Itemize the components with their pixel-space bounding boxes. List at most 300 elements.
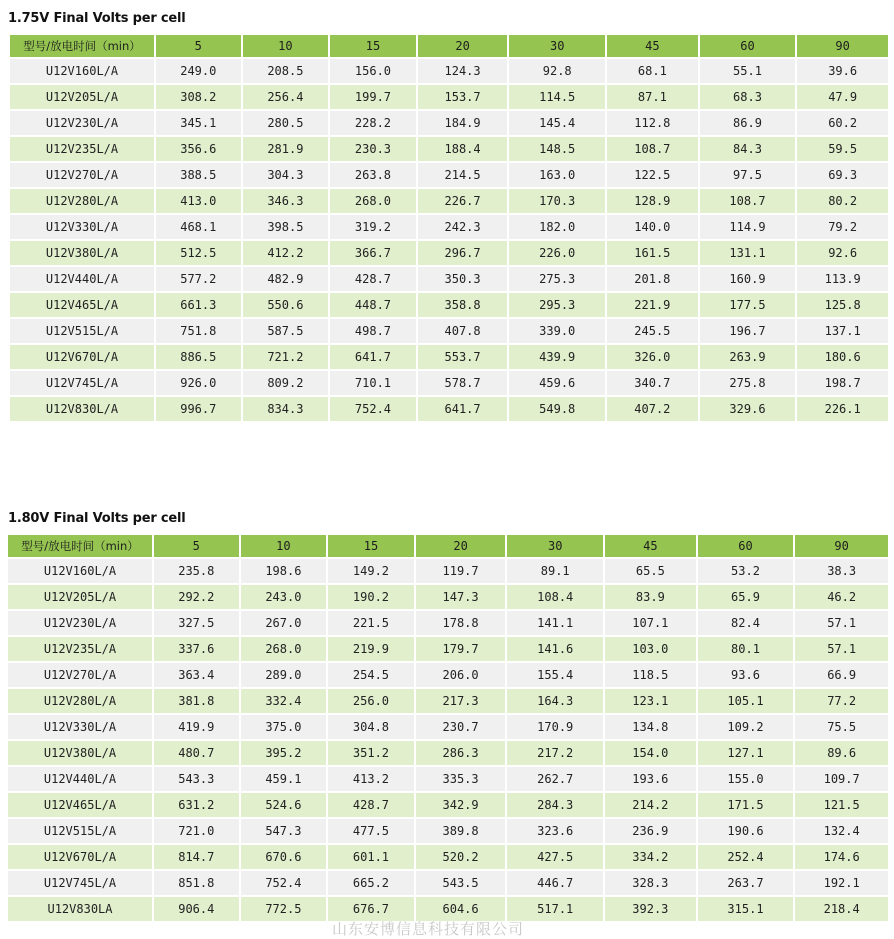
table-row (8, 585, 888, 609)
power-value-cell: 219.9 (328, 637, 414, 661)
model-cell: U12V235L/A (8, 637, 152, 661)
model-cell: U12V830LA (8, 897, 152, 921)
power-value-cell: 375.0 (241, 715, 327, 739)
power-value-cell: 114.5 (509, 85, 605, 109)
table-row (10, 85, 888, 109)
power-value-cell: 80.1 (698, 637, 794, 661)
power-value-cell: 851.8 (154, 871, 239, 895)
power-value-cell: 340.7 (607, 371, 698, 395)
power-value-cell: 286.3 (416, 741, 506, 765)
power-value-cell: 82.4 (698, 611, 794, 635)
power-value-cell: 295.3 (509, 293, 605, 317)
power-value-cell: 53.2 (698, 559, 794, 583)
power-value-cell: 304.3 (243, 163, 329, 187)
power-value-cell: 125.8 (797, 293, 888, 317)
table-row (10, 345, 888, 369)
power-value-cell: 57.1 (795, 637, 888, 661)
power-value-cell: 543.3 (154, 767, 239, 791)
power-value-cell: 199.7 (330, 85, 416, 109)
table-title-1: 1.75V Final Volts per cell (8, 11, 186, 26)
power-value-cell: 123.1 (605, 689, 696, 713)
power-value-cell: 751.8 (156, 319, 241, 343)
table-row (8, 871, 888, 895)
table-row (10, 163, 888, 187)
power-value-cell: 156.0 (330, 59, 416, 83)
power-value-cell: 182.0 (509, 215, 605, 239)
power-value-cell: 79.2 (797, 215, 888, 239)
power-value-cell: 84.3 (700, 137, 796, 161)
power-value-cell: 459.1 (241, 767, 327, 791)
power-value-cell: 38.3 (795, 559, 888, 583)
power-value-cell: 170.3 (509, 189, 605, 213)
power-value-cell: 268.0 (330, 189, 416, 213)
power-value-cell: 289.0 (241, 663, 327, 687)
power-value-cell: 398.5 (243, 215, 329, 239)
power-value-cell: 226.0 (509, 241, 605, 265)
power-value-cell: 407.2 (607, 397, 698, 421)
model-cell: U12V230L/A (10, 111, 154, 135)
power-value-cell: 103.0 (605, 637, 696, 661)
table-row (10, 319, 888, 343)
power-value-cell: 296.7 (418, 241, 508, 265)
power-value-cell: 55.1 (700, 59, 796, 83)
power-value-cell: 113.9 (797, 267, 888, 291)
power-value-cell: 604.6 (416, 897, 506, 921)
power-value-cell: 226.1 (797, 397, 888, 421)
power-value-cell: 661.3 (156, 293, 241, 317)
table-row (8, 715, 888, 739)
table-title-2: 1.80V Final Volts per cell (8, 511, 186, 526)
power-value-cell: 275.8 (700, 371, 796, 395)
power-value-cell: 482.9 (243, 267, 329, 291)
model-cell: U12V745L/A (8, 871, 152, 895)
power-value-cell: 57.1 (795, 611, 888, 635)
header-minutes: 60 (700, 35, 796, 57)
model-cell: U12V330L/A (10, 215, 154, 239)
header-minutes: 45 (605, 535, 696, 557)
power-value-cell: 395.2 (241, 741, 327, 765)
power-value-cell: 155.0 (698, 767, 794, 791)
header-minutes: 90 (797, 35, 888, 57)
power-value-cell: 122.5 (607, 163, 698, 187)
power-value-cell: 198.6 (241, 559, 327, 583)
power-value-cell: 996.7 (156, 397, 241, 421)
power-value-cell: 153.7 (418, 85, 508, 109)
power-value-cell: 77.2 (795, 689, 888, 713)
header-minutes: 15 (330, 35, 416, 57)
power-value-cell: 171.5 (698, 793, 794, 817)
power-value-cell: 174.6 (795, 845, 888, 869)
power-value-cell: 161.5 (607, 241, 698, 265)
power-value-cell: 119.7 (416, 559, 506, 583)
power-value-cell: 388.5 (156, 163, 241, 187)
power-value-cell: 721.2 (243, 345, 329, 369)
model-cell: U12V380L/A (10, 241, 154, 265)
power-value-cell: 366.7 (330, 241, 416, 265)
power-value-cell: 141.1 (507, 611, 603, 635)
power-value-cell: 127.1 (698, 741, 794, 765)
power-value-cell: 65.5 (605, 559, 696, 583)
power-value-cell: 351.2 (328, 741, 414, 765)
power-value-cell: 131.1 (700, 241, 796, 265)
power-value-cell: 752.4 (330, 397, 416, 421)
power-value-cell: 60.2 (797, 111, 888, 135)
power-value-cell: 221.9 (607, 293, 698, 317)
power-value-cell: 118.5 (605, 663, 696, 687)
power-value-cell: 108.7 (607, 137, 698, 161)
power-value-cell: 184.9 (418, 111, 508, 135)
power-value-cell: 427.5 (507, 845, 603, 869)
table-row (8, 819, 888, 843)
power-value-cell: 170.9 (507, 715, 603, 739)
header-minutes: 45 (607, 35, 698, 57)
header-minutes: 5 (154, 535, 239, 557)
power-value-cell: 80.2 (797, 189, 888, 213)
power-value-cell: 137.1 (797, 319, 888, 343)
power-value-cell: 676.7 (328, 897, 414, 921)
power-value-cell: 328.3 (605, 871, 696, 895)
model-cell: U12V380L/A (8, 741, 152, 765)
header-minutes: 30 (509, 35, 605, 57)
power-value-cell: 86.9 (700, 111, 796, 135)
power-value-cell: 524.6 (241, 793, 327, 817)
power-value-cell: 543.5 (416, 871, 506, 895)
table-row (10, 293, 888, 317)
power-value-cell: 439.9 (509, 345, 605, 369)
model-cell: U12V670L/A (8, 845, 152, 869)
power-value-cell: 315.1 (698, 897, 794, 921)
power-value-cell: 304.8 (328, 715, 414, 739)
power-value-cell: 339.0 (509, 319, 605, 343)
power-value-cell: 326.0 (607, 345, 698, 369)
model-cell: U12V515L/A (10, 319, 154, 343)
table-row (8, 663, 888, 687)
power-value-cell: 121.5 (795, 793, 888, 817)
power-value-cell: 834.3 (243, 397, 329, 421)
power-value-cell: 578.7 (418, 371, 508, 395)
model-cell: U12V440L/A (8, 767, 152, 791)
power-value-cell: 670.6 (241, 845, 327, 869)
power-value-cell: 332.4 (241, 689, 327, 713)
table-row (8, 767, 888, 791)
power-value-cell: 249.0 (156, 59, 241, 83)
table-row (10, 111, 888, 135)
power-value-cell: 413.2 (328, 767, 414, 791)
table-header-row (8, 535, 888, 557)
power-value-cell: 46.2 (795, 585, 888, 609)
power-value-cell: 226.7 (418, 189, 508, 213)
power-value-cell: 601.1 (328, 845, 414, 869)
power-value-cell: 193.6 (605, 767, 696, 791)
power-value-cell: 389.8 (416, 819, 506, 843)
power-value-cell: 345.1 (156, 111, 241, 135)
header-minutes: 15 (328, 535, 414, 557)
power-value-cell: 350.3 (418, 267, 508, 291)
power-value-cell: 413.0 (156, 189, 241, 213)
table-row (10, 137, 888, 161)
model-cell: U12V270L/A (8, 663, 152, 687)
model-cell: U12V160L/A (10, 59, 154, 83)
power-value-cell: 89.6 (795, 741, 888, 765)
power-value-cell: 188.4 (418, 137, 508, 161)
power-value-cell: 448.7 (330, 293, 416, 317)
power-value-cell: 254.5 (328, 663, 414, 687)
table-header-row (10, 35, 888, 57)
power-value-cell: 772.5 (241, 897, 327, 921)
model-cell: U12V270L/A (10, 163, 154, 187)
power-value-cell: 256.0 (328, 689, 414, 713)
power-value-cell: 363.4 (154, 663, 239, 687)
power-value-cell: 358.8 (418, 293, 508, 317)
power-value-cell: 284.3 (507, 793, 603, 817)
power-value-cell: 97.5 (700, 163, 796, 187)
power-value-cell: 641.7 (330, 345, 416, 369)
header-minutes: 60 (698, 535, 794, 557)
power-value-cell: 140.0 (607, 215, 698, 239)
power-value-cell: 906.4 (154, 897, 239, 921)
power-value-cell: 236.9 (605, 819, 696, 843)
table-row (8, 793, 888, 817)
power-value-cell: 665.2 (328, 871, 414, 895)
model-cell: U12V160L/A (8, 559, 152, 583)
power-value-cell: 334.2 (605, 845, 696, 869)
power-value-cell: 553.7 (418, 345, 508, 369)
power-value-cell: 281.9 (243, 137, 329, 161)
power-value-cell: 710.1 (330, 371, 416, 395)
power-value-cell: 198.7 (797, 371, 888, 395)
model-cell: U12V230L/A (8, 611, 152, 635)
power-value-cell: 109.7 (795, 767, 888, 791)
power-value-cell: 108.4 (507, 585, 603, 609)
power-value-cell: 480.7 (154, 741, 239, 765)
power-value-cell: 520.2 (416, 845, 506, 869)
model-cell: U12V465L/A (10, 293, 154, 317)
header-model-time: 型号/放电时间（min） (10, 35, 154, 57)
table-row (10, 241, 888, 265)
power-value-cell: 346.3 (243, 189, 329, 213)
model-cell: U12V515L/A (8, 819, 152, 843)
header-minutes: 5 (156, 35, 241, 57)
power-value-cell: 89.1 (507, 559, 603, 583)
power-value-cell: 196.7 (700, 319, 796, 343)
power-value-cell: 577.2 (156, 267, 241, 291)
power-value-cell: 342.9 (416, 793, 506, 817)
power-value-cell: 68.1 (607, 59, 698, 83)
power-value-cell: 256.4 (243, 85, 329, 109)
power-value-cell: 69.3 (797, 163, 888, 187)
power-value-cell: 267.0 (241, 611, 327, 635)
power-value-cell: 190.6 (698, 819, 794, 843)
power-value-cell: 108.7 (700, 189, 796, 213)
table-row (8, 611, 888, 635)
power-value-cell: 109.2 (698, 715, 794, 739)
table-row (10, 397, 888, 421)
model-cell: U12V465L/A (8, 793, 152, 817)
power-value-cell: 886.5 (156, 345, 241, 369)
power-value-cell: 428.7 (328, 793, 414, 817)
header-minutes: 10 (241, 535, 327, 557)
model-cell: U12V280L/A (10, 189, 154, 213)
power-value-cell: 512.5 (156, 241, 241, 265)
power-value-cell: 68.3 (700, 85, 796, 109)
power-value-cell: 262.7 (507, 767, 603, 791)
power-value-cell: 263.9 (700, 345, 796, 369)
power-value-cell: 107.1 (605, 611, 696, 635)
table-row (10, 371, 888, 395)
power-value-cell: 308.2 (156, 85, 241, 109)
model-cell: U12V745L/A (10, 371, 154, 395)
power-value-cell: 468.1 (156, 215, 241, 239)
power-value-cell: 446.7 (507, 871, 603, 895)
power-value-cell: 39.6 (797, 59, 888, 83)
power-value-cell: 292.2 (154, 585, 239, 609)
discharge-table-1 (8, 33, 890, 423)
power-value-cell: 263.7 (698, 871, 794, 895)
power-value-cell: 217.3 (416, 689, 506, 713)
power-value-cell: 752.4 (241, 871, 327, 895)
model-cell: U12V330L/A (8, 715, 152, 739)
power-value-cell: 228.2 (330, 111, 416, 135)
power-value-cell: 230.7 (416, 715, 506, 739)
power-value-cell: 329.6 (700, 397, 796, 421)
power-value-cell: 134.8 (605, 715, 696, 739)
power-value-cell: 323.6 (507, 819, 603, 843)
model-cell: U12V670L/A (10, 345, 154, 369)
table-row (8, 741, 888, 765)
power-value-cell: 59.5 (797, 137, 888, 161)
power-value-cell: 214.5 (418, 163, 508, 187)
table-row (10, 267, 888, 291)
model-cell: U12V440L/A (10, 267, 154, 291)
power-value-cell: 412.2 (243, 241, 329, 265)
model-cell: U12V280L/A (8, 689, 152, 713)
power-value-cell: 180.6 (797, 345, 888, 369)
power-value-cell: 65.9 (698, 585, 794, 609)
power-value-cell: 148.5 (509, 137, 605, 161)
power-value-cell: 631.2 (154, 793, 239, 817)
power-value-cell: 177.5 (700, 293, 796, 317)
power-value-cell: 335.3 (416, 767, 506, 791)
power-value-cell: 87.1 (607, 85, 698, 109)
power-value-cell: 164.3 (507, 689, 603, 713)
power-value-cell: 235.8 (154, 559, 239, 583)
power-value-cell: 66.9 (795, 663, 888, 687)
power-value-cell: 319.2 (330, 215, 416, 239)
table-row (10, 189, 888, 213)
power-value-cell: 230.3 (330, 137, 416, 161)
power-value-cell: 192.1 (795, 871, 888, 895)
power-value-cell: 75.5 (795, 715, 888, 739)
power-value-cell: 381.8 (154, 689, 239, 713)
power-value-cell: 208.5 (243, 59, 329, 83)
power-value-cell: 83.9 (605, 585, 696, 609)
power-value-cell: 407.8 (418, 319, 508, 343)
power-value-cell: 92.6 (797, 241, 888, 265)
header-model-time: 型号/放电时间（min） (8, 535, 152, 557)
power-value-cell: 178.8 (416, 611, 506, 635)
table-row (10, 215, 888, 239)
power-value-cell: 155.4 (507, 663, 603, 687)
power-value-cell: 721.0 (154, 819, 239, 843)
watermark: 山东安博信息科技有限公司 (332, 920, 525, 938)
power-value-cell: 221.5 (328, 611, 414, 635)
power-value-cell: 47.9 (797, 85, 888, 109)
header-minutes: 90 (795, 535, 888, 557)
power-value-cell: 163.0 (509, 163, 605, 187)
power-value-cell: 217.2 (507, 741, 603, 765)
power-value-cell: 392.3 (605, 897, 696, 921)
model-cell: U12V235L/A (10, 137, 154, 161)
power-value-cell: 114.9 (700, 215, 796, 239)
power-value-cell: 547.3 (241, 819, 327, 843)
header-minutes: 30 (507, 535, 603, 557)
power-value-cell: 327.5 (154, 611, 239, 635)
power-value-cell: 809.2 (243, 371, 329, 395)
power-value-cell: 93.6 (698, 663, 794, 687)
power-value-cell: 337.6 (154, 637, 239, 661)
power-value-cell: 926.0 (156, 371, 241, 395)
power-value-cell: 179.7 (416, 637, 506, 661)
power-value-cell: 145.4 (509, 111, 605, 135)
power-value-cell: 263.8 (330, 163, 416, 187)
discharge-table-2 (6, 533, 890, 923)
power-value-cell: 252.4 (698, 845, 794, 869)
power-value-cell: 124.3 (418, 59, 508, 83)
power-value-cell: 549.8 (509, 397, 605, 421)
table-row (8, 559, 888, 583)
power-value-cell: 814.7 (154, 845, 239, 869)
power-value-cell: 141.6 (507, 637, 603, 661)
power-value-cell: 190.2 (328, 585, 414, 609)
table-row (10, 59, 888, 83)
power-value-cell: 149.2 (328, 559, 414, 583)
table-row (8, 637, 888, 661)
power-value-cell: 242.3 (418, 215, 508, 239)
power-value-cell: 128.9 (607, 189, 698, 213)
power-value-cell: 428.7 (330, 267, 416, 291)
power-value-cell: 268.0 (241, 637, 327, 661)
power-value-cell: 214.2 (605, 793, 696, 817)
power-value-cell: 92.8 (509, 59, 605, 83)
power-value-cell: 154.0 (605, 741, 696, 765)
power-value-cell: 419.9 (154, 715, 239, 739)
power-value-cell: 201.8 (607, 267, 698, 291)
header-minutes: 20 (418, 35, 508, 57)
power-value-cell: 245.5 (607, 319, 698, 343)
power-value-cell: 459.6 (509, 371, 605, 395)
power-value-cell: 641.7 (418, 397, 508, 421)
power-value-cell: 147.3 (416, 585, 506, 609)
table-row (8, 689, 888, 713)
model-cell: U12V205L/A (8, 585, 152, 609)
power-value-cell: 275.3 (509, 267, 605, 291)
power-value-cell: 550.6 (243, 293, 329, 317)
model-cell: U12V830L/A (10, 397, 154, 421)
power-value-cell: 206.0 (416, 663, 506, 687)
table-row (8, 845, 888, 869)
header-minutes: 10 (243, 35, 329, 57)
power-value-cell: 280.5 (243, 111, 329, 135)
power-value-cell: 243.0 (241, 585, 327, 609)
power-value-cell: 517.1 (507, 897, 603, 921)
power-value-cell: 477.5 (328, 819, 414, 843)
power-value-cell: 356.6 (156, 137, 241, 161)
header-minutes: 20 (416, 535, 506, 557)
model-cell: U12V205L/A (10, 85, 154, 109)
power-value-cell: 218.4 (795, 897, 888, 921)
power-value-cell: 498.7 (330, 319, 416, 343)
power-value-cell: 112.8 (607, 111, 698, 135)
